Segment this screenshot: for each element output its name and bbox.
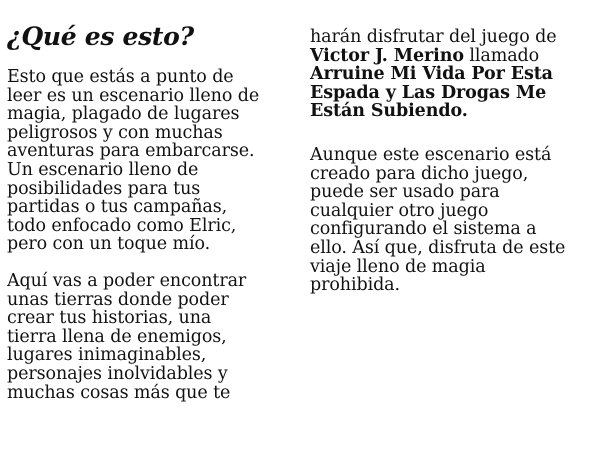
game-title-line: Arruine Mi Vida Por Esta [310,64,553,85]
right-column [310,0,592,295]
text-line: puede ser usado para [310,182,500,203]
text-fragment: llamado [463,45,540,66]
text-line: tierra llena de enemigos, [7,326,227,347]
text-line: viaje lleno de magia [310,256,486,277]
text-line: ello. Así que, disfruta de este [310,237,566,258]
text-line: peligrosos y con muchas [7,122,223,143]
author-name: Victor J. Merino [310,45,464,66]
text-line: lugares inimaginables, [7,345,207,366]
text-line: muchas cosas más que te [7,382,231,403]
text-line: prohibida. [310,275,400,296]
text-line: Aunque este escenario está [310,144,552,165]
section-heading: ¿Qué es esto? [7,22,194,51]
text-line: magia, plagado de lugares [7,104,240,125]
text-line: unas tierras donde poder [7,289,229,310]
text-line: configurando el sistema a [310,219,537,240]
second-paragraph [7,272,287,402]
text-line: aventuras para embarcarse. [7,141,255,162]
text-line: pero con un toque mío. [7,234,211,255]
left-column [7,0,287,402]
game-title-line: Espada y Las Drogas Me [310,82,547,103]
text-line: posibilidades para tus [7,178,201,199]
continuation-paragraph [310,28,592,121]
text-line: Esto que estás a punto de [7,67,234,87]
text-line: todo enfocado como Elric, [7,215,237,236]
text-line: crear tus historias, una [7,308,212,329]
text-line: creado para dicho juego, [310,163,529,184]
text-line [310,47,592,66]
closing-paragraph [310,146,592,295]
text-line: personajes inolvidables y [7,363,228,384]
intro-paragraph [7,68,287,254]
text-line: leer es un escenario lleno de [7,85,260,106]
text-line: cualquier otro juego [310,200,489,221]
text-line: harán disfrutar del juego de [310,27,557,47]
text-line: Aquí vas a poder encontrar [7,270,247,291]
game-title-line: Están Subiendo. [310,101,468,122]
text-line: Un escenario lleno de [7,159,199,180]
text-line: partidas o tus campañas, [7,197,228,218]
